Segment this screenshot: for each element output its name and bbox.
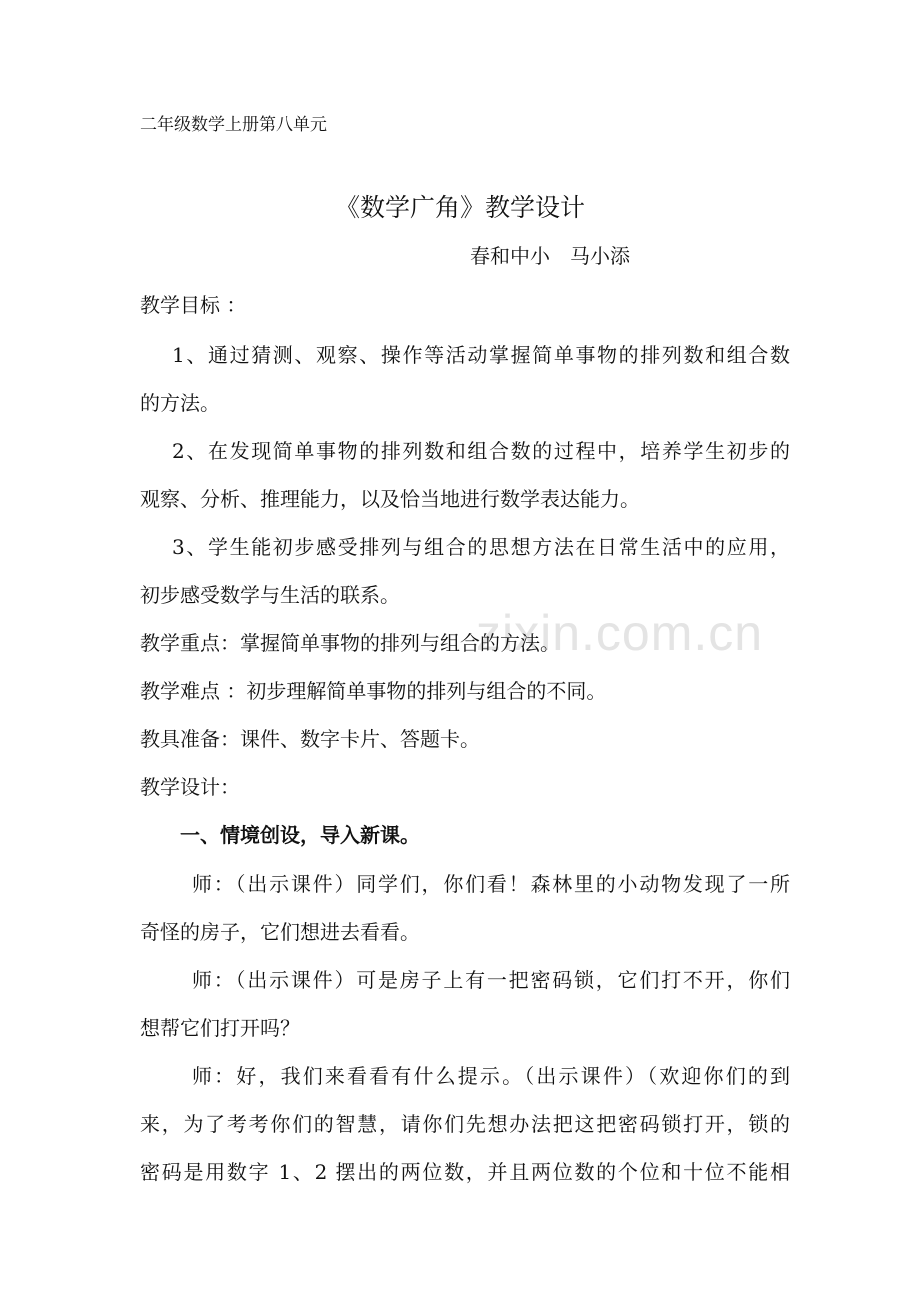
watermark: zixin.com.cn [476, 605, 764, 661]
document-title: 《数学广角》教学设计 [334, 193, 585, 222]
paragraph-3-line-2: 来，为了考考你们的智慧，请你们先想办法把这把密码锁打开，锁的 [140, 1112, 790, 1136]
objective-2-line-1: 2、在发现简单事物的排列数和组合数的过程中，培养学生初步的 [172, 439, 790, 463]
paragraph-1-line-1: 师：（出示课件）同学们，你们看！森林里的小动物发现了一所 [192, 872, 790, 896]
paragraph-2-line-2: 想帮它们打开吗？ [140, 1016, 300, 1040]
objective-1-line-1: 1、通过猜测、观察、操作等活动掌握简单事物的排列数和组合数 [172, 343, 790, 367]
objective-3-line-1: 3、学生能初步感受排列与组合的思想方法在日常生活中的应用， [172, 535, 790, 559]
grade-unit-label: 二年级数学上册第八单元 [140, 115, 327, 135]
objective-3-line-2: 初步感受数学与生活的联系。 [140, 583, 400, 607]
section-1-heading: 一、情境创设，导入新课。 [180, 823, 420, 847]
objective-2-line-2: 观察、分析、推理能力，以及恰当地进行数学表达能力。 [140, 487, 640, 511]
objectives-heading: 教学目标 ： [140, 293, 247, 317]
paragraph-3-line-1: 师：好，我们来看看有什么提示。（出示课件）（欢迎你们的到 [192, 1064, 790, 1088]
paragraph-1-line-2: 奇怪的房子，它们想进去看看。 [140, 920, 420, 944]
materials-line: 教具准备：课件、数字卡片、答题卡。 [140, 727, 480, 751]
paragraph-2-line-1: 师：（出示课件）可是房子上有一把密码锁，它们打不开，你们 [192, 968, 790, 992]
design-heading: 教学设计： [140, 775, 240, 799]
author-line: 春和中小 马小添 [470, 244, 630, 268]
objective-1-line-2: 的方法。 [140, 391, 220, 415]
key-point-line: 教学重点：掌握简单事物的排列与组合的方法。 [140, 631, 560, 655]
difficulty-line: 教学难点 ：初步理解简单事物的排列与组合的不同。 [140, 679, 607, 703]
paragraph-3-line-3: 密码是用数字 1、2 摆出的两位数，并且两位数的个位和十位不能相 [140, 1160, 790, 1184]
